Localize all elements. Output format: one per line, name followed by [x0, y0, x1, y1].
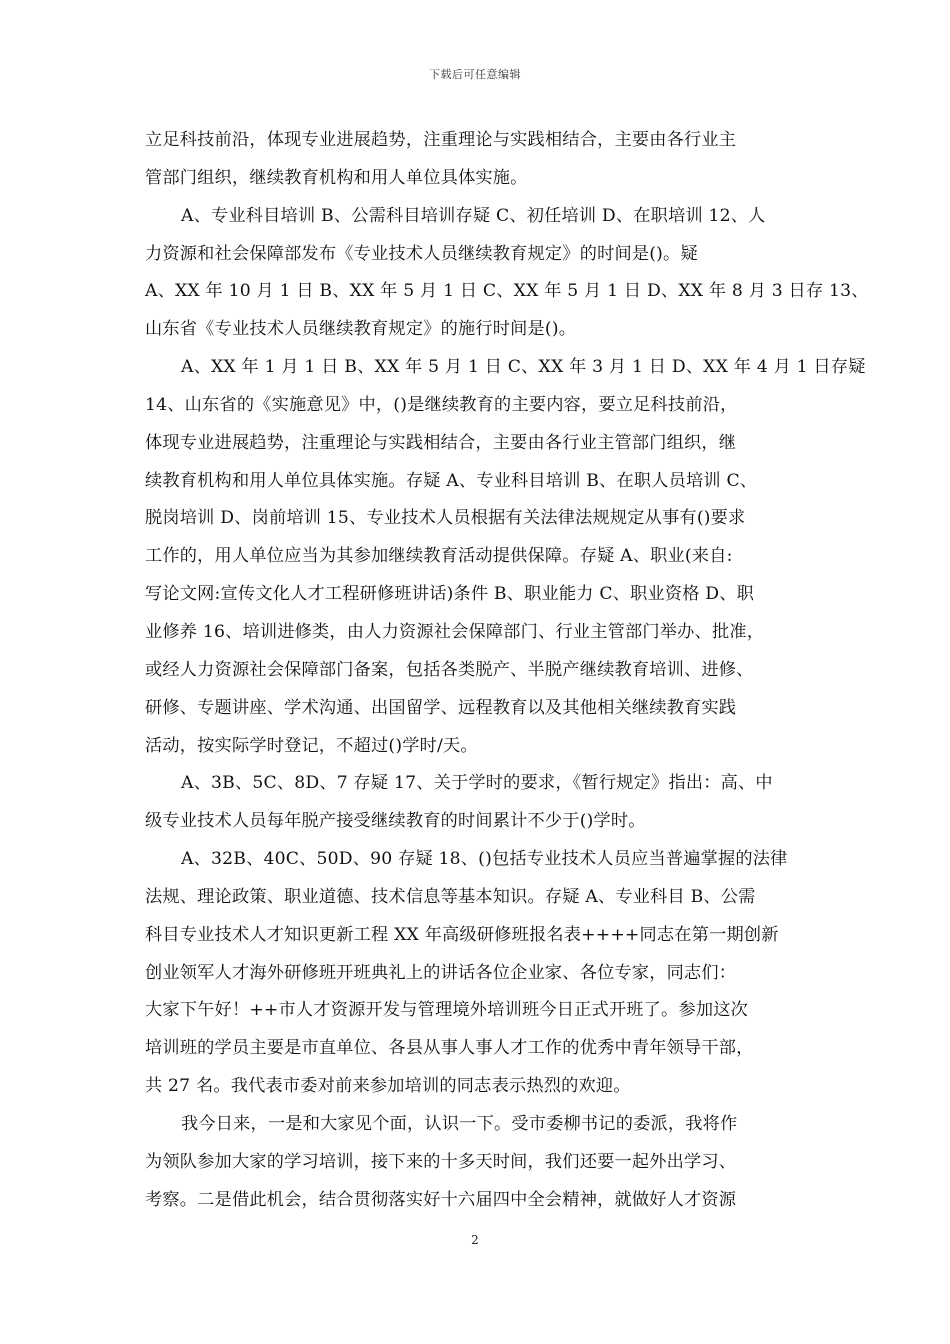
- text-line: 大家下午好！++市人才资源开发与管理境外培训班今日正式开班了。参加这次: [145, 1000, 748, 1021]
- page-number: 2: [471, 1233, 479, 1247]
- text-line: 力资源和社会保障部发布《专业技术人员继续教育规定》的时间是()。疑: [145, 243, 698, 264]
- page-header: 下载后可任意编辑: [429, 68, 521, 81]
- text-line: 共 27 名。我代表市委对前来参加培训的同志表示热烈的欢迎。: [145, 1076, 631, 1097]
- text-line: 我今日来，一是和大家见个面，认识一下。受市委柳书记的委派，我将作: [181, 1113, 738, 1134]
- text-line: 活动，按实际学时登记，不超过()学时/天。: [145, 735, 478, 756]
- text-line: A、XX 年 1 月 1 日 B、XX 年 5 月 1 日 C、XX 年 3 月 1 日 D、XX 年 4 月 1 日存疑: [181, 357, 866, 378]
- text-line: A、XX 年 10 月 1 日 B、XX 年 5 月 1 日 C、XX 年 5 月 1 日 D、XX 年 8 月 3 日存 13、: [145, 281, 869, 302]
- text-line: A、32B、40C、50D、90 存疑 18、()包括专业技术人员应当普遍掌握的法律: [181, 849, 788, 870]
- text-line: A、专业科目培训 B、公需科目培训存疑 C、初任培训 D、在职培训 12、人: [181, 205, 766, 226]
- text-line: 创业领军人才海外研修班开班典礼上的讲话各位企业家、各位专家，同志们：: [145, 962, 737, 983]
- text-line: 科目专业技术人才知识更新工程 XX 年高级研修班报名表++++同志在第一期创新: [145, 924, 779, 945]
- text-line: 续教育机构和用人单位具体实施。存疑 A、专业科目培训 B、在职人员培训 C、: [145, 470, 758, 491]
- text-line: 级专业技术人员每年脱产接受继续教育的时间累计不少于()学时。: [145, 811, 646, 832]
- text-line: 工作的，用人单位应当为其参加继续教育活动提供保障。存疑 A、职业(来自:: [145, 546, 733, 567]
- text-line: 培训班的学员主要是市直单位、各县从事人事人才工作的优秀中青年领导干部，: [145, 1038, 754, 1059]
- text-line: 管部门组织，继续教育机构和用人单位具体实施。: [145, 167, 528, 188]
- text-line: 写论文网:宣传文化人才工程研修班讲话)条件 B、职业能力 C、职业资格 D、职: [145, 584, 755, 605]
- text-line: A、3B、5C、8D、7 存疑 17、关于学时的要求，《暂行规定》指出：高、中: [181, 773, 773, 794]
- text-line: 研修、专题讲座、学术沟通、出国留学、远程教育以及其他相关继续教育实践: [145, 697, 737, 718]
- text-line: 法规、理论政策、职业道德、技术信息等基本知识。存疑 A、专业科目 B、公需: [145, 886, 756, 907]
- text-line: 体现专业进展趋势，注重理论与实践相结合，主要由各行业主管部门组织，继: [145, 432, 737, 453]
- text-line: 或经人力资源社会保障部门备案，包括各类脱产、半脱产继续教育培训、进修、: [145, 659, 754, 680]
- text-line: 14、山东省的《实施意见》中，()是继续教育的主要内容，要立足科技前沿，: [145, 394, 738, 415]
- document-body: [145, 126, 869, 1223]
- text-line: 考察。二是借此机会，结合贯彻落实好十六届四中全会精神，就做好人才资源: [145, 1189, 737, 1210]
- text-line: 脱岗培训 D、岗前培训 15、专业技术人员根据有关法律法规规定从事有()要求: [145, 508, 746, 529]
- text-line: 为领队参加大家的学习培训，接下来的十多天时间，我们还要一起外出学习、: [145, 1151, 737, 1172]
- text-line: 业修养 16、培训进修类，由人力资源社会保障部门、行业主管部门举办、批准，: [145, 621, 765, 642]
- text-line: 山东省《专业技术人员继续教育规定》的施行时间是()。: [145, 319, 577, 340]
- text-line: 立足科技前沿，体现专业进展趋势，注重理论与实践相结合，主要由各行业主: [145, 130, 737, 150]
